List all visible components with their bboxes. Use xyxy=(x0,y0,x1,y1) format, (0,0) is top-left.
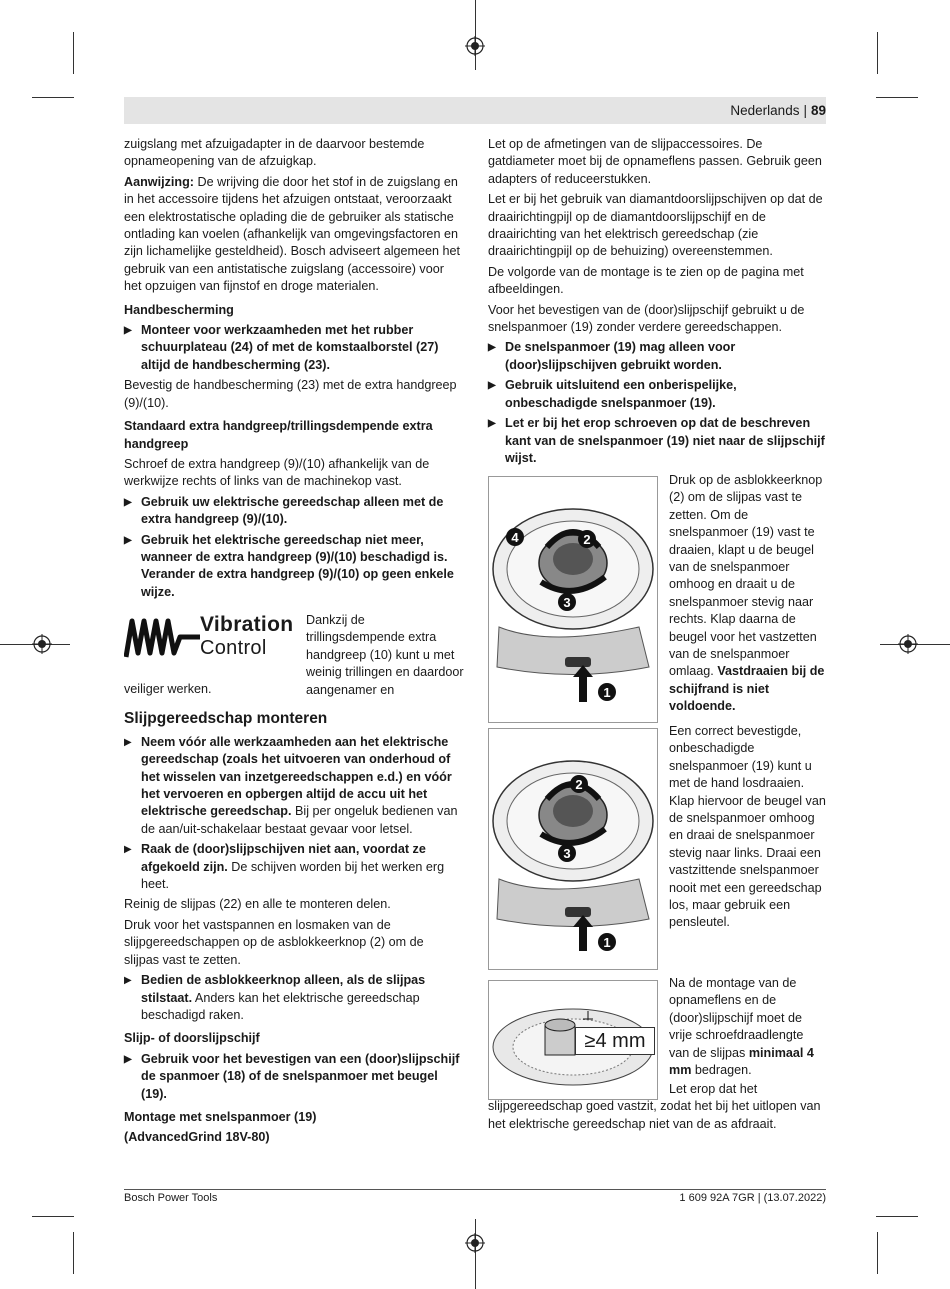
crop-mark xyxy=(475,1219,476,1289)
paragraph: Druk voor het vastspannen en losmaken van de slijpgereedschappen op de asblokkeerknop (2) om de slijpas vast te zetten. xyxy=(124,917,424,967)
subheading: (AdvancedGrind 18V-80) xyxy=(124,1130,270,1145)
paragraph: Let er bij het gebruik van diamantdoorslijpschijven op dat de draairichtingpijl op de diamantdoorslijpschijf en de draairichting van het elektrisch gereedschap (zie draairichtingpijl op de behuizing) overeenstemmen. xyxy=(488,192,823,259)
logo-word-vibration: Vibration xyxy=(200,613,294,636)
footer-brand: Bosch Power Tools xyxy=(124,1192,218,1204)
figure-1-text: Druk op de asblokkeerknop (2) om de slijpas vast te zetten. Om de snelspanmoer (19) vast te draaien, klapt u de beugel van de snelspanmoer omhoog en draait u de snelspanmoer stevig naar rechts. Klap daarna de beugel voor het vastzetten van de snelspanmoer omlaag. Vastdraaien bij de schijfrand is niet voldoende. xyxy=(669,473,825,714)
paragraph: Reinig de slijpas (22) en alle te monteren delen. xyxy=(124,897,391,912)
thread-length-label: ≥4 mm xyxy=(575,1027,655,1055)
registration-mark-icon xyxy=(465,36,485,56)
crop-mark xyxy=(73,1232,74,1274)
warning-bullet: ▶ Gebruik uw elektrische gereedschap alleen met de extra handgreep (9)/(10). xyxy=(124,494,462,529)
crop-mark xyxy=(877,1232,878,1274)
crop-mark xyxy=(475,0,476,70)
section-title: Slijpgereedschap monteren xyxy=(124,710,328,728)
warning-bullet: ▶ Neem vóór alle werkzaamheden aan het elektrische gereedschap (zoals het uitvoeren van onderhoud of het wisselen van inzetgereedschappen e.d.) en vóór het vervoeren en opbergen altijd de accu uit het elektrische gereedschap. Bij per ongeluk bedienen van de aan/uit-schakelaar bestaat gevaar voor letsel. xyxy=(124,734,462,838)
paragraph xyxy=(124,174,462,296)
page-header: Nederlands | 89 xyxy=(730,103,826,118)
crop-mark xyxy=(876,97,918,98)
crop-mark xyxy=(877,32,878,74)
warning-bullet: ▶ Monteer voor werkzaamheden met het rubber schuurplateau (24) of met de komstaalborstel (27) altijd de handbescherming (23). xyxy=(124,322,462,374)
left-column-lower xyxy=(124,681,462,1150)
marker-4: 4 xyxy=(511,530,519,545)
header-bar xyxy=(124,97,826,124)
vibration-text: Dankzij de trillingsdempende extra handgreep (10) kunt u met weinig trillingen en daardoor aangenamer en xyxy=(306,613,464,697)
grinder-loosen-illustration xyxy=(489,729,657,969)
paragraph: veiliger werken. xyxy=(124,682,212,696)
marker-2: 2 xyxy=(583,532,591,547)
subheading: Slijp- of doorslijpschijf xyxy=(124,1031,260,1046)
warning-bullet: ▶ Gebruik voor het bevestigen van een (door)slijpschijf de spanmoer (18) of de snelspanmoer met beugel (19). xyxy=(124,1051,462,1103)
footer-doc-id: 1 609 92A 7GR | (13.07.2022) xyxy=(679,1192,826,1204)
warning-bullet: ▶ Let er bij het erop schroeven op dat de beschreven kant van de snelspanmoer (19) niet naar de slijpschijf wijst. xyxy=(488,415,826,467)
registration-mark-icon xyxy=(898,634,918,654)
figure-3-text: Na de montage van de opnameflens en de (door)slijpschijf moet de vrije schroefdraadlengte van de slijpas minimaal 4 mm bedragen. xyxy=(669,976,814,1078)
note-text: De wrijving die door het stof in de zuigslang en in het accessoire tijdens het afzuigen ontstaat, veroorzaakt een elektrostatische oplading die de gebruiker als statische ontlading kan voelen (afhankelijk van omgevingsfactoren en zijn lichamelijke gesteldheid). Bosch adviseert algemeen het gebruik van een antistatische zuigslang (accessoire) voor het opzuigen van fijnstof en droge materialen. xyxy=(124,174,461,294)
paragraph: Bevestig de handbescherming (23) met de extra handgreep (9)/(10). xyxy=(124,378,457,410)
warning-bullet: ▶ Gebruik het elektrische gereedschap niet meer, wanneer de extra handgreep (9)/(10) beschadigd is. Verander de extra handgreep (9)/(10) op geen enkele wijze. xyxy=(124,532,462,602)
warning-bullet: ▶ Bedien de asblokkeerknop alleen, als de slijpas stilstaat. Anders kan het elektrische gereedschap beschadigd raken. xyxy=(124,972,462,1024)
figure-loosen-nut xyxy=(488,728,658,970)
registration-mark-icon xyxy=(32,634,52,654)
subheading: Handbescherming xyxy=(124,302,234,317)
vibration-control-logo xyxy=(124,613,299,661)
subheading: Montage met snelspanmoer (19) xyxy=(124,1109,317,1124)
marker-3: 3 xyxy=(563,846,571,861)
right-column xyxy=(488,136,826,470)
paragraph: Schroef de extra handgreep (9)/(10) afhankelijk van de werkwijze rechts of links van de machinekop vast. xyxy=(124,456,430,489)
figure-3-warning: Let erop dat het slijpgereedschap goed vastzit, zodat het bij het uitlopen van het elektrische gereedschap niet van de as afdraait. xyxy=(488,1082,821,1131)
vibration-wave-icon xyxy=(124,613,202,661)
marker-3: 3 xyxy=(563,595,571,610)
crop-mark xyxy=(32,97,74,98)
registration-mark-icon xyxy=(465,1233,485,1253)
subheading: Standaard extra handgreep/trillingsdempende extra handgreep xyxy=(124,419,433,451)
warning-bullet: ▶ Gebruik uitsluitend een onberispelijke, onbeschadigde snelspanmoer (19). xyxy=(488,377,826,412)
warning-bullet: ▶ De snelspanmoer (19) mag alleen voor (door)slijpschijven gebruikt worden. xyxy=(488,339,826,374)
paragraph: Voor het bevestigen van de (door)slijpschijf gebruikt u de snelspanmoer (19) zonder verdere gereedschappen. xyxy=(488,302,805,335)
warning-bullet: ▶ Raak de (door)slijpschijven niet aan, voordat ze afgekoeld zijn. De schijven worden bij het werken erg heet. xyxy=(124,841,462,893)
crop-mark xyxy=(876,1216,918,1217)
crop-mark xyxy=(32,1216,74,1217)
marker-1: 1 xyxy=(603,685,611,700)
marker-1: 1 xyxy=(603,935,611,950)
note-label: Aanwijzing: xyxy=(124,174,194,189)
paragraph: De volgorde van de montage is te zien op de pagina met afbeeldingen. xyxy=(488,264,804,297)
crop-mark xyxy=(73,32,74,74)
figure-tighten-nut xyxy=(488,476,658,723)
figure-2-text: Een correct bevestigde, onbeschadigde snelspanmoer (19) kunt u met de hand losdraaien. Klap hiervoor de beugel van de snelspanmoer omhoog en draai de snelspanmoer stevig naar links. Draai een vastzittende snelspanmoer nooit met een gereedschap los, maar gebruik een pensleutel. xyxy=(669,724,826,930)
page-number: 89 xyxy=(810,103,826,118)
grinder-tighten-illustration xyxy=(489,477,657,722)
paragraph: zuigslang met afzuigadapter in de daarvoor bestemde opnameopening van de afzuigkap. xyxy=(124,137,425,169)
left-column xyxy=(124,136,462,604)
paragraph: Let op de afmetingen van de slijpaccessoires. De gatdiameter moet bij de opnameflens passen. Gebruik geen adapters of reduceerstukken. xyxy=(488,137,822,186)
logo-word-control: Control xyxy=(200,637,267,659)
header-language: Nederlands xyxy=(730,103,800,118)
footer-rule xyxy=(124,1189,826,1190)
marker-2: 2 xyxy=(575,777,583,792)
